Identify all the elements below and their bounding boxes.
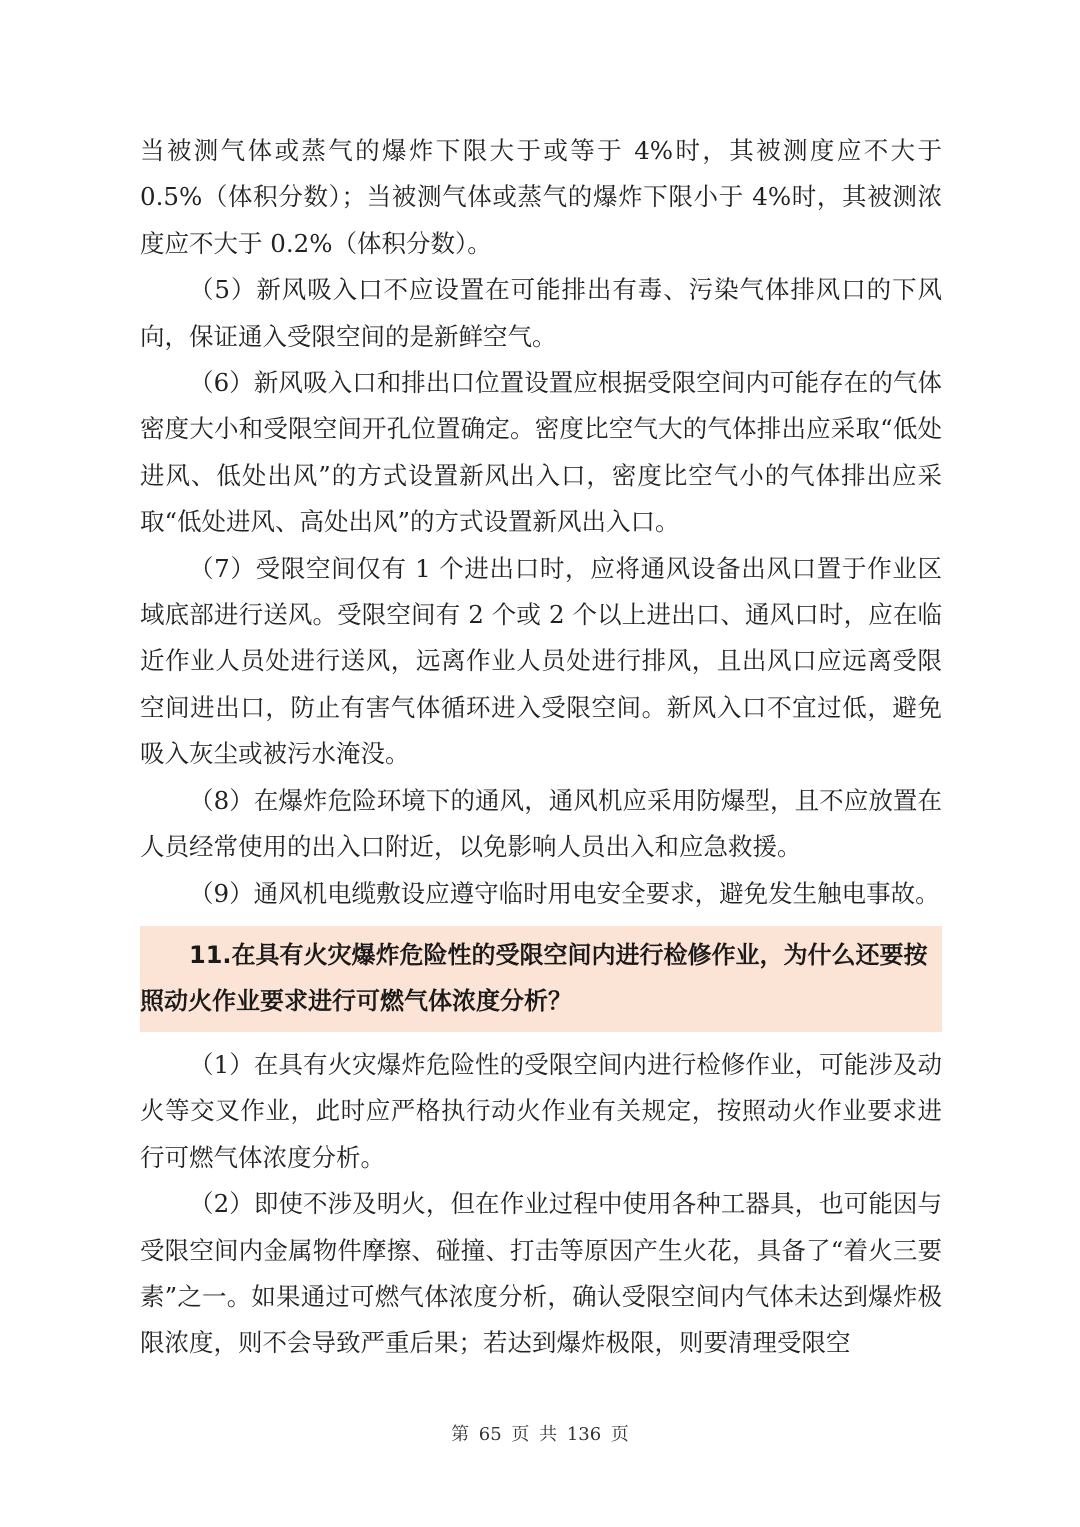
paragraph-item-8: （8）在爆炸危险环境下的通风，通风机应采用防爆型，且不应放置在人员经常使用的出入口附近，以免影响人员出入和应急救援。 — [140, 785, 942, 862]
paragraph-answer-1: （1）在具有火灾爆炸危险性的受限空间内进行检修作业，可能涉及动火等交叉作业，此时应严格执行动火作业有关规定，按照动火作业要求进行可燃气体浓度分析。 — [140, 1049, 942, 1172]
page-footer: 第 65 页 共 136 页 — [451, 1424, 629, 1445]
paragraph-answer-2: （2）即使不涉及明火，但在作业过程中使用各种工器具，也可能因与受限空间内金属物件摩擦、碰撞、打击等原因产生火花，具备了“着火三要素”之一。如果通过可燃气体浓度分析，确认受限空间内气体未达到爆炸极限浓度，则不会导致严重后果；若达到爆炸极限，则要清理受限空 — [140, 1189, 942, 1358]
paragraph-item-9: （9）通风机电缆敷设应遵守临时用电安全要求，避免发生触电事故。 — [189, 878, 940, 908]
section-heading-box — [140, 926, 942, 1032]
paragraph-item-7: （7）受限空间仅有 1 个进出口时，应将通风设备出风口置于作业区域底部进行送风。受限空间有 2 个或 2 个以上进出口、通风口时，应在临近作业人员处进行送风，远离作业人员处进行排风，且出风口应远离受限空间进出口，防止有害气体循环进入受限空间。新风入口不宜过低，避免吸入灰尘或被污水淹没。 — [140, 553, 942, 769]
paragraph-item-6: （6）新风吸入口和排出口位置设置应根据受限空间内可能存在的气体密度大小和受限空间开孔位置确定。密度比空气大的气体排出应采取“低处进风、低处出风”的方式设置新风出入口，密度比空气小的气体排出应采取“低处进风、高处出风”的方式设置新风出入口。 — [140, 368, 942, 537]
page-content — [140, 128, 942, 1367]
paragraph-continuation: 当被测气体或蒸气的爆炸下限大于或等于 4%时，其被测度应不大于 0.5%（体积分数）；当被测气体或蒸气的爆炸下限小于 4%时，其被测浓度应不大于 0.2%（体积分数）。 — [140, 136, 942, 258]
paragraph-item-5: （5）新风吸入口不应设置在可能排出有毒、污染气体排风口的下风向，保证通入受限空间的是新鲜空气。 — [140, 275, 942, 351]
section-heading: 11.在具有火灾爆炸危险性的受限空间内进行检修作业，为什么还要按照动火作业要求进行可燃气体浓度分析？ — [140, 940, 928, 1015]
